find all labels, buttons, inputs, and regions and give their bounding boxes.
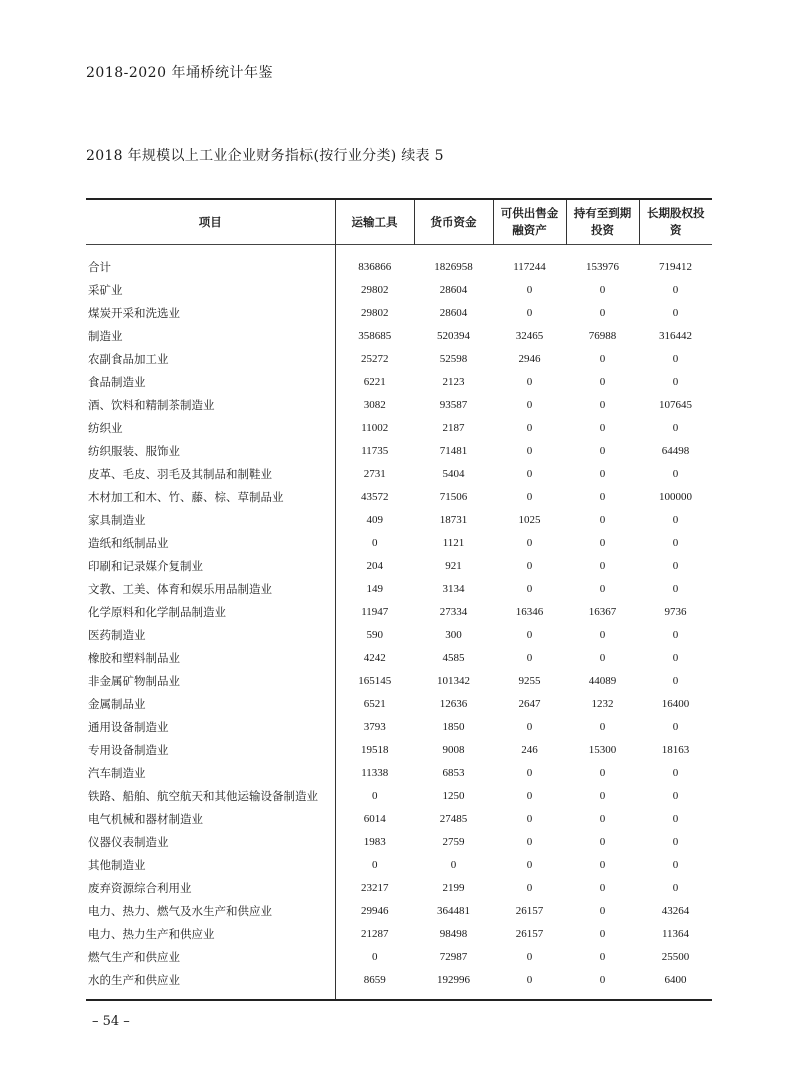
- cell-value: 93587: [439, 398, 468, 411]
- cell-value: 0: [526, 789, 533, 802]
- cell-value: 364481: [437, 904, 470, 917]
- cell-value: 12636: [439, 697, 468, 710]
- cell-value: 71481: [439, 444, 468, 457]
- header-row: [86, 199, 712, 245]
- cell-value: 836866: [358, 260, 392, 273]
- cell-value: 0: [599, 421, 606, 434]
- table-header: [86, 199, 712, 245]
- table-row: [86, 370, 712, 393]
- cell-value: 0: [526, 283, 533, 296]
- table-row: [86, 692, 712, 715]
- table-title: 2018 年规模以上工业企业财务指标(按行业分类) 续表 5: [86, 148, 444, 164]
- table-body: [86, 245, 712, 1001]
- cell-value: 16400: [661, 697, 690, 710]
- cell-value: 165145: [358, 674, 392, 687]
- cell-value: 0: [526, 306, 533, 319]
- cell-value: 0: [672, 789, 679, 802]
- cell-value: 0: [599, 628, 606, 641]
- cell-value: 19518: [361, 743, 389, 756]
- cell-value: 0: [672, 835, 679, 848]
- cell-value: 64498: [661, 444, 690, 457]
- cell-value: 43264: [661, 904, 690, 917]
- table-row: [86, 853, 712, 876]
- cell-value: 0: [672, 513, 679, 526]
- cell-value: 52598: [439, 352, 468, 365]
- financial-indicators-table-wrapper: [86, 198, 712, 1001]
- cell-value: 26157: [515, 927, 544, 940]
- cell-value: 16367: [588, 605, 617, 618]
- cell-value: 0: [526, 858, 533, 871]
- cell-value: 316442: [659, 329, 692, 342]
- table-row: [86, 393, 712, 416]
- cell-value: 29802: [361, 283, 389, 296]
- cell-value: 0: [526, 766, 533, 779]
- table-row: [86, 301, 712, 324]
- cell-value: 32465: [515, 329, 544, 342]
- cell-value: 0: [672, 283, 679, 296]
- cell-value: 0: [599, 858, 606, 871]
- cell-value: 27334: [439, 605, 468, 618]
- cell-value: 0: [526, 490, 533, 503]
- cell-value: 0: [599, 881, 606, 894]
- cell-value: 0: [672, 858, 679, 871]
- cell-value: 11002: [361, 421, 389, 434]
- cell-value: 0: [599, 835, 606, 848]
- cell-value: 0: [599, 467, 606, 480]
- cell-value: 107645: [659, 398, 692, 411]
- cell-value: 0: [526, 375, 533, 388]
- cell-value: 0: [599, 444, 606, 457]
- cell-value: 0: [372, 789, 378, 802]
- table-row: [86, 922, 712, 945]
- cell-value: 0: [599, 352, 606, 365]
- row-label: 电力、热力、燃气及水生产和供应业: [86, 899, 335, 922]
- cell-value: 6853: [442, 766, 465, 779]
- cell-value: 0: [672, 812, 679, 825]
- cell-value: 1025: [518, 513, 541, 526]
- row-label: 其他制造业: [86, 853, 335, 876]
- cell-value: 25500: [661, 950, 690, 963]
- cell-value: 16346: [515, 605, 544, 618]
- cell-value: 1850: [442, 720, 465, 733]
- cell-value: 76988: [588, 329, 617, 342]
- cell-value: 0: [526, 950, 533, 963]
- cell-value: 0: [672, 582, 679, 595]
- cell-value: 0: [599, 651, 606, 664]
- cell-value: 0: [599, 950, 606, 963]
- cell-value: 43572: [361, 490, 389, 503]
- cell-value: 0: [672, 881, 679, 894]
- cell-value: 0: [526, 559, 533, 572]
- table-row: [86, 462, 712, 485]
- cell-value: 9736: [664, 605, 687, 618]
- cell-value: 2946: [518, 352, 541, 365]
- table-row: [86, 945, 712, 968]
- cell-value: 6400: [664, 973, 687, 986]
- cell-value: 358685: [358, 329, 392, 342]
- row-label: 废弃资源综合利用业: [86, 876, 335, 899]
- row-label: 仪器仪表制造业: [86, 830, 335, 853]
- table-row: [86, 416, 712, 439]
- cell-value: 72987: [439, 950, 468, 963]
- row-label: 合计: [86, 245, 335, 279]
- cell-value: 0: [526, 835, 533, 848]
- cell-value: 0: [672, 352, 679, 365]
- cell-value: 149: [366, 582, 383, 595]
- table-row: [86, 508, 712, 531]
- table-row: [86, 439, 712, 462]
- cell-value: 29946: [361, 904, 389, 917]
- cell-value: 300: [445, 628, 462, 641]
- cell-value: 921: [445, 559, 462, 572]
- row-label: 采矿业: [86, 278, 335, 301]
- cell-value: 0: [599, 559, 606, 572]
- row-label: 铁路、船舶、航空航天和其他运输设备制造业: [86, 784, 335, 807]
- cell-value: 1121: [442, 536, 465, 549]
- cell-value: 590: [366, 628, 383, 641]
- row-label: 化学原料和化学制品制造业: [86, 600, 335, 623]
- cell-value: 0: [372, 536, 378, 549]
- cell-value: 0: [526, 881, 533, 894]
- table-row: [86, 485, 712, 508]
- cell-value: 0: [599, 536, 606, 549]
- cell-value: 0: [526, 720, 533, 733]
- cell-value: 1983: [363, 835, 386, 848]
- cell-value: 44089: [588, 674, 617, 687]
- cell-value: 11735: [361, 444, 389, 457]
- cell-value: 28604: [439, 283, 468, 296]
- row-label: 农副食品加工业: [86, 347, 335, 370]
- row-label: 医药制造业: [86, 623, 335, 646]
- row-label: 制造业: [86, 324, 335, 347]
- cell-value: 0: [672, 720, 679, 733]
- cell-value: 2759: [442, 835, 465, 848]
- column-header-transport-equipment: 运输工具: [335, 199, 414, 245]
- cell-value: 0: [672, 766, 679, 779]
- row-label: 通用设备制造业: [86, 715, 335, 738]
- cell-value: 27485: [439, 812, 468, 825]
- cell-value: 2123: [442, 375, 465, 388]
- table-row: [86, 899, 712, 922]
- cell-value: 6221: [363, 375, 386, 388]
- column-header-held-to-maturity: 持有至到期投资: [566, 199, 639, 245]
- cell-value: 0: [599, 789, 606, 802]
- row-label: 酒、饮料和精制茶制造业: [86, 393, 335, 416]
- cell-value: 0: [599, 766, 606, 779]
- cell-value: 0: [672, 559, 679, 572]
- cell-value: 0: [526, 651, 533, 664]
- financial-indicators-table: [86, 198, 712, 1001]
- cell-value: 0: [599, 927, 606, 940]
- cell-value: 0: [672, 536, 679, 549]
- page-number: – 54 –: [92, 1014, 130, 1029]
- column-header-long-term-equity: 长期股权投资: [639, 199, 712, 245]
- cell-value: 8659: [363, 973, 386, 986]
- cell-value: 9008: [442, 743, 465, 756]
- table-row: [86, 669, 712, 692]
- cell-value: 3793: [363, 720, 386, 733]
- table-row: [86, 623, 712, 646]
- cell-value: 0: [526, 812, 533, 825]
- cell-value: 21287: [361, 927, 389, 940]
- table-row: [86, 807, 712, 830]
- cell-value: 9255: [518, 674, 541, 687]
- cell-value: 6014: [363, 812, 386, 825]
- row-label: 电气机械和器材制造业: [86, 807, 335, 830]
- table-row: [86, 715, 712, 738]
- cell-value: 0: [672, 628, 679, 641]
- cell-value: 520394: [437, 329, 470, 342]
- table-row: [86, 876, 712, 899]
- table-row: [86, 554, 712, 577]
- row-label: 纺织服装、服饰业: [86, 439, 335, 462]
- cell-value: 0: [526, 444, 533, 457]
- cell-value: 409: [366, 513, 383, 526]
- cell-value: 29802: [361, 306, 389, 319]
- cell-value: 0: [599, 375, 606, 388]
- row-label: 燃气生产和供应业: [86, 945, 335, 968]
- table-row: [86, 347, 712, 370]
- cell-value: 0: [526, 536, 533, 549]
- table-row: [86, 761, 712, 784]
- running-head: 2018-2020 年埇桥统计年鉴: [86, 65, 273, 81]
- row-label: 金属制品业: [86, 692, 335, 715]
- table-row: [86, 784, 712, 807]
- cell-value: 5404: [442, 467, 465, 480]
- cell-value: 0: [672, 421, 679, 434]
- cell-value: 0: [599, 513, 606, 526]
- cell-value: 18731: [439, 513, 468, 526]
- cell-value: 719412: [659, 260, 692, 273]
- cell-value: 0: [526, 421, 533, 434]
- cell-value: 3134: [442, 582, 465, 595]
- cell-value: 0: [526, 973, 533, 986]
- row-label: 非金属矿物制品业: [86, 669, 335, 692]
- cell-value: 246: [521, 743, 538, 756]
- cell-value: 25272: [361, 352, 389, 365]
- cell-value: 0: [672, 674, 679, 687]
- cell-value: 0: [526, 582, 533, 595]
- table-row: [86, 738, 712, 761]
- cell-value: 0: [599, 812, 606, 825]
- cell-value: 23217: [361, 881, 389, 894]
- cell-value: 18163: [661, 743, 690, 756]
- cell-value: 101342: [437, 674, 470, 687]
- cell-value: 117244: [513, 260, 546, 273]
- cell-value: 0: [672, 306, 679, 319]
- row-label: 皮革、毛皮、羽毛及其制品和制鞋业: [86, 462, 335, 485]
- cell-value: 71506: [439, 490, 468, 503]
- row-label: 文教、工美、体育和娱乐用品制造业: [86, 577, 335, 600]
- table-row: [86, 646, 712, 669]
- cell-value: 0: [599, 904, 606, 917]
- cell-value: 0: [526, 467, 533, 480]
- cell-value: 0: [450, 858, 457, 871]
- cell-value: 2731: [363, 467, 386, 480]
- cell-value: 98498: [439, 927, 468, 940]
- row-label: 专用设备制造业: [86, 738, 335, 761]
- cell-value: 3082: [363, 398, 386, 411]
- cell-value: 0: [599, 973, 606, 986]
- column-header-available-for-sale-assets: 可供出售金融资产: [493, 199, 566, 245]
- cell-value: 1826958: [434, 260, 473, 273]
- table-row: [86, 830, 712, 853]
- cell-value: 11364: [661, 927, 690, 940]
- cell-value: 2647: [518, 697, 541, 710]
- row-label: 纺织业: [86, 416, 335, 439]
- cell-value: 0: [372, 858, 378, 871]
- cell-value: 0: [526, 628, 533, 641]
- row-label: 造纸和纸制品业: [86, 531, 335, 554]
- cell-value: 4242: [363, 651, 386, 664]
- row-label: 印刷和记录媒介复制业: [86, 554, 335, 577]
- cell-value: 4585: [442, 651, 465, 664]
- cell-value: 11338: [361, 766, 389, 779]
- table-row: [86, 968, 712, 1000]
- column-header-item: 项目: [198, 214, 222, 229]
- cell-value: 0: [599, 582, 606, 595]
- row-label: 水的生产和供应业: [86, 968, 335, 1000]
- cell-value: 26157: [515, 904, 544, 917]
- cell-value: 153976: [586, 260, 619, 273]
- cell-value: 0: [599, 720, 606, 733]
- cell-value: 11947: [361, 605, 389, 618]
- cell-value: 100000: [659, 490, 692, 503]
- cell-value: 28604: [439, 306, 468, 319]
- cell-value: 1232: [591, 697, 614, 710]
- cell-value: 15300: [588, 743, 617, 756]
- row-label: 食品制造业: [86, 370, 335, 393]
- table-row: [86, 324, 712, 347]
- table-row: [86, 577, 712, 600]
- cell-value: 0: [599, 490, 606, 503]
- cell-value: 0: [599, 283, 606, 296]
- table-row: [86, 531, 712, 554]
- cell-value: 6521: [363, 697, 386, 710]
- row-label: 木材加工和木、竹、藤、棕、草制品业: [86, 485, 335, 508]
- row-label: 电力、热力生产和供应业: [86, 922, 335, 945]
- cell-value: 2199: [442, 881, 465, 894]
- cell-value: 2187: [442, 421, 465, 434]
- table-row: [86, 600, 712, 623]
- cell-value: 192996: [437, 973, 470, 986]
- cell-value: 0: [672, 375, 679, 388]
- cell-value: 0: [672, 651, 679, 664]
- cell-value: 0: [599, 398, 606, 411]
- table-row: [86, 245, 712, 279]
- cell-value: 0: [526, 398, 533, 411]
- row-label: 煤炭开采和洗选业: [86, 301, 335, 324]
- column-header-monetary-funds: 货币资金: [414, 199, 493, 245]
- row-label: 橡胶和塑料制品业: [86, 646, 335, 669]
- table-row: [86, 278, 712, 301]
- cell-value: 0: [372, 950, 378, 963]
- cell-value: 0: [599, 306, 606, 319]
- row-label: 汽车制造业: [86, 761, 335, 784]
- cell-value: 204: [366, 559, 383, 572]
- cell-value: 1250: [442, 789, 465, 802]
- cell-value: 0: [672, 467, 679, 480]
- row-label: 家具制造业: [86, 508, 335, 531]
